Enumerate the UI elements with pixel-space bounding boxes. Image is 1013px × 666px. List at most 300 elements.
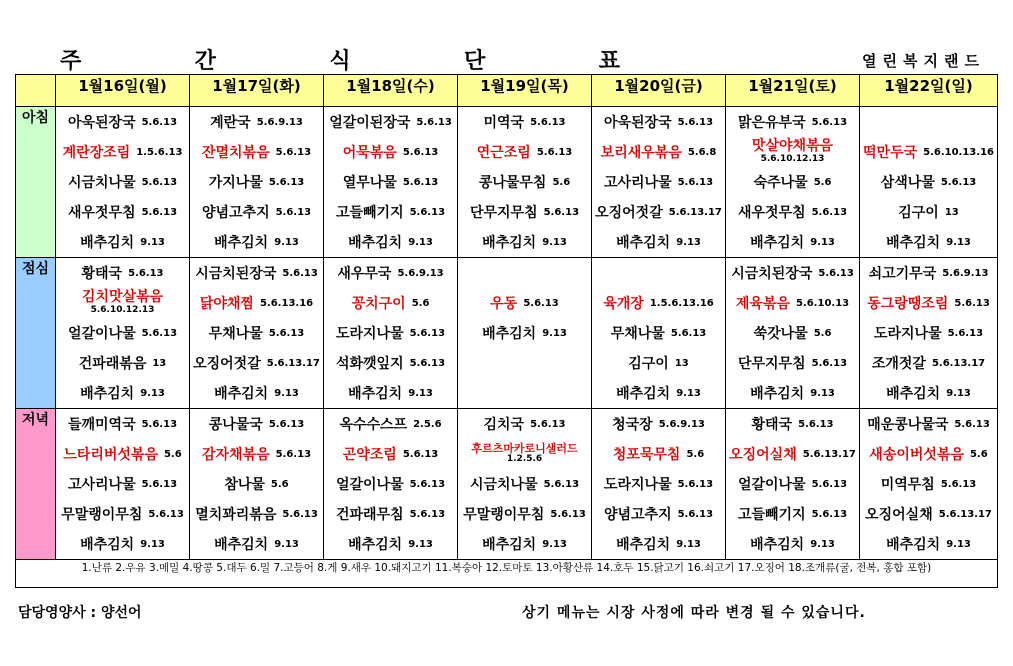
- dish-name: 석화깻잎지: [335, 356, 404, 372]
- allergen-codes: 5.6.13: [536, 146, 573, 158]
- dish-name: 미역무침: [880, 477, 935, 493]
- allergen-codes: 5.6.13: [677, 508, 714, 520]
- allergen-codes: 5.6.13: [543, 206, 580, 218]
- menu-item: [56, 469, 189, 499]
- allergen-codes: 1.5.6.13: [136, 146, 183, 158]
- menu-item: [592, 439, 725, 469]
- menu-cell: [860, 409, 998, 560]
- allergen-codes: 5.6.13.17: [668, 206, 722, 218]
- menu-item: [592, 167, 725, 197]
- menu-item: [726, 107, 859, 137]
- allergen-codes: 9.13: [140, 538, 165, 550]
- allergen-codes: 5.6.10.12.13: [760, 153, 825, 164]
- organization-name: 열린복지랜드: [862, 52, 985, 70]
- menu-item: [458, 499, 591, 529]
- dish-name: 도라지나물: [335, 326, 404, 342]
- dish-name: 배추김치: [886, 537, 941, 553]
- menu-item: [726, 439, 859, 469]
- dish-name: 계란장조림: [62, 145, 131, 161]
- allergen-codes: 9.13: [274, 538, 299, 550]
- dish-name: 배추김치: [750, 235, 805, 251]
- dish-name: 김치맛살볶음: [81, 289, 164, 306]
- menu-item: [860, 197, 997, 227]
- dish-name: 꽁치구이: [351, 296, 406, 312]
- menu-item: [860, 227, 997, 257]
- dish-name: 맛살야채볶음: [751, 138, 834, 155]
- dish-name: 아욱된장국: [67, 115, 136, 131]
- menu-item: [458, 439, 591, 469]
- menu-item: [190, 137, 323, 167]
- menu-item: [860, 107, 997, 137]
- allergen-codes: 5.6.13: [811, 508, 848, 520]
- menu-item: [860, 318, 997, 348]
- menu-item: [592, 137, 725, 167]
- dish-name: 옥수수스프: [339, 417, 408, 433]
- dish-name: 보리새우볶음: [600, 145, 682, 161]
- allergen-codes: 5.6.13: [811, 206, 848, 218]
- dish-name: 맑은유부국: [737, 115, 806, 131]
- allergen-codes: 13: [674, 357, 689, 369]
- menu-cell: [190, 107, 324, 258]
- dish-name: 고사리나물: [603, 175, 672, 191]
- dish-name: 황태국: [751, 417, 793, 433]
- menu-item: [190, 227, 323, 257]
- menu-item: [190, 318, 323, 348]
- allergen-codes: 5.6.9.13: [256, 116, 303, 128]
- allergen-codes: 5.6.13: [940, 478, 977, 490]
- dish-name: 배추김치: [482, 326, 537, 342]
- menu-item: [56, 499, 189, 529]
- menu-item: [56, 288, 189, 318]
- dish-name: 건파래볶음: [78, 356, 147, 372]
- meal-row: [16, 409, 998, 560]
- day-header: 1월16일(월): [56, 75, 190, 107]
- allergen-codes: 5.6.13.17: [931, 357, 986, 369]
- dish-name: 얼갈이된장국: [329, 115, 411, 131]
- allergen-codes: 5.6.9.13: [658, 418, 705, 430]
- menu-item: [592, 409, 725, 439]
- day-header: 1월20일(금): [592, 75, 726, 107]
- menu-item: [324, 378, 457, 408]
- allergen-codes: 5.6.13: [402, 176, 439, 188]
- dish-name: 느타리버섯볶음: [63, 447, 158, 463]
- allergen-codes: 5.6.13: [402, 448, 439, 460]
- menu-item: [324, 529, 457, 559]
- dish-name: 배추김치: [348, 386, 403, 402]
- dish-name: 숙주나물: [753, 175, 808, 191]
- menu-item: [592, 197, 725, 227]
- dish-name: 얼갈이나물: [335, 477, 404, 493]
- menu-item: [324, 107, 457, 137]
- menu-cell: [458, 258, 592, 409]
- menu-item: [324, 137, 457, 167]
- allergen-codes: 5.6.13: [148, 508, 184, 520]
- dish-name: 고들빼기지: [335, 205, 404, 221]
- menu-item: [592, 318, 725, 348]
- menu-item: [860, 499, 997, 529]
- menu-item: [726, 499, 859, 529]
- allergen-codes: 1.2.5.6: [506, 454, 543, 465]
- dish-name: 배추김치: [616, 537, 671, 553]
- allergen-codes: 9.13: [810, 538, 835, 550]
- allergen-codes: 9.13: [946, 236, 971, 248]
- allergen-codes: 13: [152, 357, 167, 369]
- menu-item: [324, 409, 457, 439]
- menu-item: [458, 107, 591, 137]
- allergen-codes: 5.6.13: [402, 146, 439, 158]
- dish-name: 잔멸치볶음: [201, 145, 270, 161]
- allergen-codes: 9.13: [274, 236, 299, 248]
- dish-name: 미역국: [483, 115, 525, 131]
- allergen-codes: 2.5.6: [413, 418, 442, 430]
- menu-item: [56, 107, 189, 137]
- dish-name: 새송이버섯볶음: [869, 447, 964, 463]
- menu-item: [324, 227, 457, 257]
- menu-item: [56, 137, 189, 167]
- menu-item: [190, 348, 323, 378]
- dish-name: 양념고추지: [201, 205, 270, 221]
- dish-name: 오징어실채: [865, 507, 933, 523]
- dish-name: 시금치된장국: [195, 266, 277, 282]
- allergen-codes: 5.6.10.13.16: [923, 146, 994, 158]
- menu-item: [324, 469, 457, 499]
- allergen-codes: 9.13: [408, 236, 433, 248]
- allergen-codes: 5.6.13: [811, 116, 848, 128]
- menu-item: [726, 409, 859, 439]
- menu-item: [860, 167, 997, 197]
- allergen-codes: 5.6.13.16: [259, 297, 314, 309]
- menu-item: [190, 107, 323, 137]
- menu-item: [324, 348, 457, 378]
- allergen-codes: 5.6.13: [670, 327, 707, 339]
- menu-item: [592, 348, 725, 378]
- allergen-codes: 5.6.13.17: [266, 357, 320, 369]
- allergen-codes: 5.6.13.17: [802, 448, 856, 460]
- dish-name: 후르츠마카로니샐러드: [471, 442, 578, 455]
- dish-name: 배추김치: [214, 386, 269, 402]
- meal-label: 저녁: [16, 409, 56, 560]
- dish-name: 단무지무침: [469, 205, 538, 221]
- title-char: 표: [598, 49, 620, 74]
- menu-item: [860, 529, 997, 559]
- allergen-codes: 9.13: [542, 236, 567, 248]
- menu-item: [458, 409, 591, 439]
- allergen-codes: 5.6.13: [550, 508, 586, 520]
- allergen-codes: 9.13: [946, 387, 971, 399]
- menu-item: [56, 318, 189, 348]
- menu-cell: [324, 107, 458, 258]
- allergen-codes: 9.13: [542, 538, 567, 550]
- day-header: 1월19일(목): [458, 75, 592, 107]
- menu-item: [726, 167, 859, 197]
- allergen-codes: 5.6.13: [947, 327, 984, 339]
- weekly-menu-table: [15, 74, 998, 588]
- allergen-codes: 5.6: [813, 176, 832, 188]
- menu-item: [458, 378, 591, 408]
- menu-item: [324, 258, 457, 288]
- dish-name: 고들빼기지: [737, 507, 806, 523]
- dish-name: 단무지무침: [737, 356, 806, 372]
- menu-item: [726, 348, 859, 378]
- allergen-codes: 5.6: [270, 478, 289, 490]
- allergen-codes: 5.6.13: [275, 448, 312, 460]
- allergen-codes: 5.6.13: [275, 146, 312, 158]
- menu-cell: [190, 258, 324, 409]
- meal-label: 점심: [16, 258, 56, 409]
- allergen-codes: 5.6.13: [141, 478, 178, 490]
- allergen-codes: 5.6.13: [677, 478, 714, 490]
- menu-item: [592, 288, 725, 318]
- menu-item: [860, 409, 997, 439]
- menu-item: [860, 288, 997, 318]
- menu-cell: [726, 409, 860, 560]
- day-header: 1월17일(화): [190, 75, 324, 107]
- nutritionist-label: 담당영양사 : 양선어: [18, 605, 142, 621]
- dish-name: 배추김치: [214, 235, 269, 251]
- menu-item: [324, 288, 457, 318]
- allergen-codes: 9.13: [542, 327, 567, 339]
- allergen-codes: 5.6.13: [409, 478, 446, 490]
- menu-item: [190, 409, 323, 439]
- menu-item: [190, 469, 323, 499]
- dish-name: 도라지나물: [603, 477, 672, 493]
- dish-name: 김치국: [483, 417, 525, 433]
- dish-name: 배추김치: [482, 537, 537, 553]
- day-header: 1월21일(토): [726, 75, 860, 107]
- allergen-codes: 9.13: [140, 387, 165, 399]
- menu-item: [592, 107, 725, 137]
- menu-item: [56, 439, 189, 469]
- menu-cell: [592, 409, 726, 560]
- menu-item: [458, 288, 591, 318]
- menu-item: [56, 378, 189, 408]
- menu-item: [56, 258, 189, 288]
- dish-name: 시금치나물: [469, 477, 538, 493]
- allergen-codes: 5.6.13: [141, 116, 178, 128]
- menu-item: [592, 227, 725, 257]
- allergen-codes: 9.13: [274, 387, 299, 399]
- menu-cell: [458, 107, 592, 258]
- allergen-codes: 9.13: [676, 538, 701, 550]
- menu-cell: [592, 107, 726, 258]
- allergen-codes: 5.6.9.13: [942, 267, 989, 279]
- dish-name: 무말랭이무침: [61, 507, 143, 523]
- dish-name: 아욱된장국: [603, 115, 672, 131]
- dish-name: 참나물: [224, 477, 265, 493]
- dish-name: 무채나물: [208, 326, 263, 342]
- menu-cell: [56, 107, 190, 258]
- page-title: [60, 44, 620, 74]
- dish-name: 청포묵무침: [612, 447, 681, 463]
- dish-name: 떡만두국: [863, 145, 918, 161]
- dish-name: 삼색나물: [880, 175, 935, 191]
- dish-name: 어묵볶음: [342, 145, 397, 161]
- allergen-codes: 5.6.13: [523, 297, 559, 309]
- dish-name: 오징어젓갈: [193, 356, 261, 372]
- allergen-codes: 5.6.13: [954, 297, 990, 309]
- menu-item: [458, 258, 591, 288]
- header-row: [16, 75, 998, 107]
- menu-item: [726, 227, 859, 257]
- allergen-codes: 5.6.13.17: [938, 508, 992, 520]
- dish-name: 콩나물무침: [478, 175, 547, 191]
- allergen-codes: 5.6.10.12.13: [90, 304, 155, 315]
- allergen-codes: 5.6.13: [268, 327, 305, 339]
- menu-item: [592, 499, 725, 529]
- allergen-codes: 5.6: [686, 448, 705, 460]
- menu-item: [726, 137, 859, 167]
- dish-name: 가지나물: [208, 175, 263, 191]
- dish-name: 우동: [490, 296, 518, 312]
- menu-item: [726, 529, 859, 559]
- allergen-codes: 5.6.13: [677, 176, 714, 188]
- menu-item: [190, 167, 323, 197]
- menu-cell: [592, 258, 726, 409]
- dish-name: 김구이: [898, 205, 939, 221]
- day-header: 1월22일(일): [860, 75, 998, 107]
- meal-row: [16, 258, 998, 409]
- menu-cell: [458, 409, 592, 560]
- dish-name: 새우무국: [337, 266, 392, 282]
- dish-name: 무말랭이무침: [463, 507, 545, 523]
- menu-item: [324, 167, 457, 197]
- dish-name: 새우젓무침: [737, 205, 806, 221]
- menu-item: [56, 167, 189, 197]
- title-char: 식: [329, 49, 351, 74]
- dish-name: 새우젓무침: [67, 205, 136, 221]
- menu-item: [56, 197, 189, 227]
- dish-name: 고사리나물: [67, 477, 136, 493]
- allergen-codes: 5.6.13: [811, 357, 848, 369]
- menu-item: [324, 197, 457, 227]
- allergen-codes: 5.6.10.13: [795, 297, 850, 309]
- allergen-codes: 5.6.13: [530, 116, 566, 128]
- menu-item: [458, 167, 591, 197]
- menu-item: [56, 529, 189, 559]
- allergen-codes: 9.13: [676, 387, 701, 399]
- menu-cell: [56, 258, 190, 409]
- menu-item: [860, 469, 997, 499]
- dish-name: 멸치꽈리볶음: [195, 507, 277, 523]
- menu-change-notice: 상기 메뉴는 시장 사정에 따라 변경 될 수 있습니다.: [522, 605, 866, 621]
- menu-item: [860, 258, 997, 288]
- allergen-codes: 9.13: [946, 538, 971, 550]
- dish-name: 감자채볶음: [201, 447, 270, 463]
- allergen-codes: 5.6.13: [530, 418, 566, 430]
- dish-name: 청국장: [612, 417, 653, 433]
- dish-name: 건파래무침: [335, 507, 404, 523]
- menu-item: [860, 439, 997, 469]
- allergen-codes: 9.13: [810, 387, 835, 399]
- dish-name: 제육볶음: [735, 296, 790, 312]
- menu-item: [458, 318, 591, 348]
- allergen-codes: 5.6.13: [409, 327, 446, 339]
- menu-item: [324, 499, 457, 529]
- menu-cell: [324, 258, 458, 409]
- allergen-codes: 9.13: [676, 236, 701, 248]
- dish-name: 김구이: [628, 356, 669, 372]
- dish-name: 배추김치: [750, 537, 805, 553]
- menu-item: [190, 288, 323, 318]
- dish-name: 배추김치: [886, 235, 941, 251]
- allergen-codes: 9.13: [408, 387, 433, 399]
- dish-name: 얼갈이나물: [737, 477, 806, 493]
- menu-item: [190, 499, 323, 529]
- dish-name: 콩나물국: [208, 417, 263, 433]
- allergen-codes: 5.6.13: [940, 176, 977, 188]
- dish-name: 조개젓갈: [871, 356, 926, 372]
- allergen-codes: 5.6.13: [268, 176, 305, 188]
- allergen-codes: 5.6.13: [141, 418, 178, 430]
- allergen-codes: 13: [944, 206, 959, 218]
- day-header: 1월18일(수): [324, 75, 458, 107]
- allergen-codes: 1.5.6.13.16: [649, 297, 714, 309]
- allergen-codes: 5.6.8: [687, 146, 717, 158]
- menu-item: [190, 197, 323, 227]
- allergen-codes: 5.6.13: [818, 267, 854, 279]
- dish-name: 배추김치: [750, 386, 805, 402]
- menu-item: [190, 258, 323, 288]
- dish-name: 열무나물: [342, 175, 397, 191]
- dish-name: 매운콩나물국: [867, 417, 949, 433]
- allergen-codes: 9.13: [408, 538, 433, 550]
- menu-item: [56, 409, 189, 439]
- dish-name: 배추김치: [214, 537, 269, 553]
- dish-name: 쇠고기무국: [868, 266, 937, 282]
- allergen-codes: 5.6.13: [416, 116, 452, 128]
- allergen-codes: 5.6.13: [677, 116, 714, 128]
- menu-item: [56, 227, 189, 257]
- menu-item: [726, 258, 859, 288]
- menu-cell: [190, 409, 324, 560]
- allergen-codes: 5.6: [552, 176, 571, 188]
- dish-name: 쑥갓나물: [753, 326, 808, 342]
- allergen-codes: 5.6.13: [141, 206, 178, 218]
- allergen-codes: 5.6.13: [811, 478, 848, 490]
- menu-item: [56, 348, 189, 378]
- menu-item: [726, 378, 859, 408]
- meal-label: 아침: [16, 107, 56, 258]
- dish-name: 황태국: [81, 266, 123, 282]
- menu-cell: [324, 409, 458, 560]
- allergen-codes: 5.6.13: [275, 206, 312, 218]
- allergen-codes: 5.6.13: [409, 357, 446, 369]
- allergen-codes: 5.6.13: [282, 267, 318, 279]
- allergen-codes: 5.6.13: [954, 418, 990, 430]
- dish-name: 양념고추지: [603, 507, 672, 523]
- allergen-codes: 5.6.13: [409, 206, 446, 218]
- menu-cell: [860, 107, 998, 258]
- menu-item: [458, 469, 591, 499]
- dish-name: 배추김치: [886, 386, 941, 402]
- dish-name: 들깨미역국: [67, 417, 136, 433]
- title-char: 단: [464, 49, 486, 74]
- meal-row: [16, 107, 998, 258]
- menu-item: [324, 318, 457, 348]
- menu-item: [860, 348, 997, 378]
- allergen-codes: 5.6.13: [282, 508, 318, 520]
- menu-item: [458, 227, 591, 257]
- menu-item: [458, 137, 591, 167]
- allergen-codes: 9.13: [810, 236, 835, 248]
- allergen-codes: 9.13: [140, 236, 165, 248]
- menu-item: [458, 197, 591, 227]
- allergen-codes: 5.6.9.13: [397, 267, 444, 279]
- allergen-codes: 5.6.13: [128, 267, 164, 279]
- dish-name: 배추김치: [616, 386, 671, 402]
- menu-cell: [726, 258, 860, 409]
- dish-name: 배추김치: [80, 235, 135, 251]
